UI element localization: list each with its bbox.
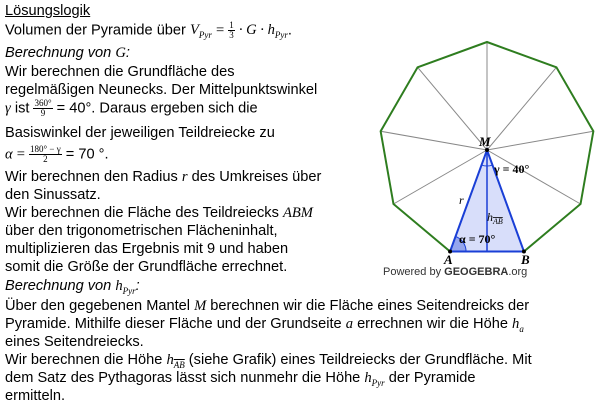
g-line-1: Wir berechnen die Grundfläche des — [5, 64, 235, 80]
volume-symbol: $V_{Pyr}$ — [189, 22, 212, 41]
label-a: A — [444, 252, 453, 267]
spoke-line — [487, 67, 556, 150]
label-hab: $h_{AB}$ — [487, 210, 503, 226]
section-h-title: Berechnung von $h_{Pyr}$: — [5, 278, 140, 296]
nonagon-figure — [375, 28, 615, 284]
gamma-fraction: $\frac{360^\circ}{9}$ — [34, 98, 52, 118]
spoke-line — [381, 131, 487, 150]
mantel-line-1: Über den gegebenen Mantel M berechnen wir die Fläche eines Seitendreicks der — [5, 298, 530, 314]
radius-line-2: den Sinussatz. — [5, 187, 101, 203]
gamma-line: γ ist $\frac{360^\circ}{9}$ = 40°. Daraus ergeben sich die — [5, 98, 258, 118]
one-third-fraction: $\frac{1}{3}$ — [229, 20, 234, 40]
label-alpha: α = 70° — [459, 232, 496, 246]
label-b: B — [521, 252, 530, 267]
radius-line-1: Wir berechnen den Radius r des Umkreises über — [5, 169, 322, 185]
g-line-4: Basiswinkel der jeweiligen Teildreiecke zu — [5, 125, 275, 141]
label-m: M — [479, 134, 491, 149]
height-line-2: dem Satz des Pythagoras lässt sich nunmehr die Höhe $h_{Pyr}$ der Pyramide — [5, 370, 476, 388]
height-line-1: Wir berechnen die Höhe $h_{\overline{AB}}$ (siehe Grafik) eines Teildreiecks der Grundfläche. Mit — [5, 352, 532, 370]
intro-text: Volumen der Pyramide über — [5, 22, 186, 39]
height-line-3: ermitteln. — [5, 388, 66, 404]
mantel-line-2: Pyramide. Mithilfe dieser Fläche und der Grundseite a errechnen wir die Höhe $h_a$ — [5, 316, 524, 334]
volume-formula-rest: · $G \cdot h_{Pyr}$ — [238, 22, 288, 41]
area-line-1: Wir berechnen die Fläche des Teildreiecks ABM — [5, 205, 313, 221]
alpha-fraction: $\frac{180^\circ - \gamma}{2}$ — [30, 144, 61, 164]
alpha-line: α = $\frac{180^\circ - \gamma}{2}$ = 70 °. — [5, 144, 109, 164]
area-line-2: über den trigonometrischen Flächeninhalt, — [5, 223, 278, 239]
mantel-line-3: eines Seitendreiecks. — [5, 334, 144, 350]
label-gamma: γ = 40° — [494, 162, 530, 176]
spoke-line — [487, 131, 593, 150]
spoke-line — [418, 67, 487, 150]
area-line-4: somit die Größe der Grundfläche errechnet. — [5, 259, 288, 275]
g-line-2: regelmäßigen Neunecks. Der Mittelpunktswinkel — [5, 82, 318, 98]
intro-line: Volumen der Pyramide über $V_{Pyr}$ = $\frac{1}{3}$ · $G \cdot h_{Pyr}$. — [5, 20, 292, 41]
area-line-3: multiplizieren das Ergebnis mit 9 und haben — [5, 241, 289, 257]
heading: Lösungslogik — [5, 3, 91, 19]
geogebra-credit: Powered by GEOGEBRA.org — [383, 266, 528, 278]
section-g-title: Berechnung von G: — [5, 45, 130, 61]
label-r: r — [459, 193, 464, 207]
